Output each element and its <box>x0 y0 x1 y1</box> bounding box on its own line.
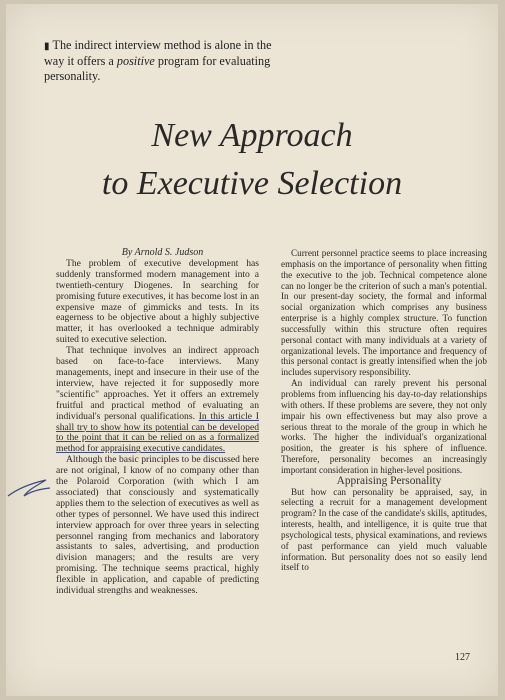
right-paragraph-2: An individual can rarely prevent his personal problems from influencing his day-to-day relationships with others. If these problems are severe, they not only impair his own effectiveness but may also prove a serious threat to the morale of the group in which he works. The higher the individual's organizational position, the greater is his sphere of influence. Therefore, personality becomes an increasingly important consideration in higher-level positions. <box>281 378 487 475</box>
kicker-italic-word: positive <box>116 54 155 68</box>
underlined-passage: In this article I shall try to show how its potential can be developed to the point that it can be relied on as a formalized method for appraising executive candidates. <box>56 410 259 455</box>
left-paragraph-1: The problem of executive development has suddenly transformed modern management into a twentieth-century Diogenes. In searching for promising future executives, it has become lost in an expensive maze of gimmicks and tests. In its eagerness to be objective about a highly subjective matter, it has overlooked a technique admirably suited to executive selection. <box>56 257 259 346</box>
pen-annotation-icon <box>6 474 54 504</box>
left-paragraph-2 <box>56 346 259 455</box>
byline: By Arnold S. Judson <box>121 247 204 258</box>
left-column <box>56 248 259 597</box>
article-title-line-2: to Executive Selection <box>101 165 403 202</box>
magazine-page <box>6 4 498 696</box>
article-title-line-1: New Approach <box>151 117 353 154</box>
kicker-text-part-2: program for evaluating personality. <box>44 54 271 83</box>
left-paragraph-3: Although the basic principles to be discussed here are not original, I know of no company other than the Polaroid Corporation (with which I am associated) that consciously and systematically applies them to the selection of executives as well as other types of personnel. We have used this indirect interview approach for over three years in selecting personnel ranging from mechanics and laboratory assistants to sales, advertising, and production division managers; and the results are very promising. The technique seems practical, highly flexible in application, and capable of predicting individual strengths and weaknesses. <box>56 454 259 597</box>
left-paragraph-2-text: That technique involves an indirect approach based on face-to-face interviews. Many managements, inept and insecure in their use of the interview, have rejected it for supposedly more "scientific" approaches. Yet it offers an extremely fruitful and practical method of evaluating an individual's personal qualifications. <box>56 345 259 422</box>
kicker-text-part-1: The indirect interview method is alone in the way it offers a <box>44 38 272 68</box>
page-number: 127 <box>455 652 470 663</box>
right-paragraph-1: Current personnel practice seems to place increasing emphasis on the importance of personality when fitting the executive to the job. Technical competence alone can no longer be the criterion of such a man's potential. In our present-day society, the formal and informal social organization which comprises any business enterprise is a highly complex structure. To function successfully within this structure often requires personal contact with many individuals at a variety of organizational levels. The importance and frequency of this personal contact is greatly intensified when the job includes supervisory responsibility. <box>281 248 487 378</box>
right-column <box>281 248 487 573</box>
right-paragraph-3: But how can personality be appraised, say, in selecting a recruit for a management development program? In the case of the candidate's skills, aptitudes, interests, health, and intelligence, it is quite true that psychological tests, physical examinations, and reviews of past performance can yield much valuable information. But personality does not so easily lend itself to <box>281 486 487 573</box>
kicker-text <box>44 38 274 84</box>
bullet-mark-icon: ▮ <box>44 41 50 52</box>
section-heading: Appraising Personality <box>336 474 442 487</box>
